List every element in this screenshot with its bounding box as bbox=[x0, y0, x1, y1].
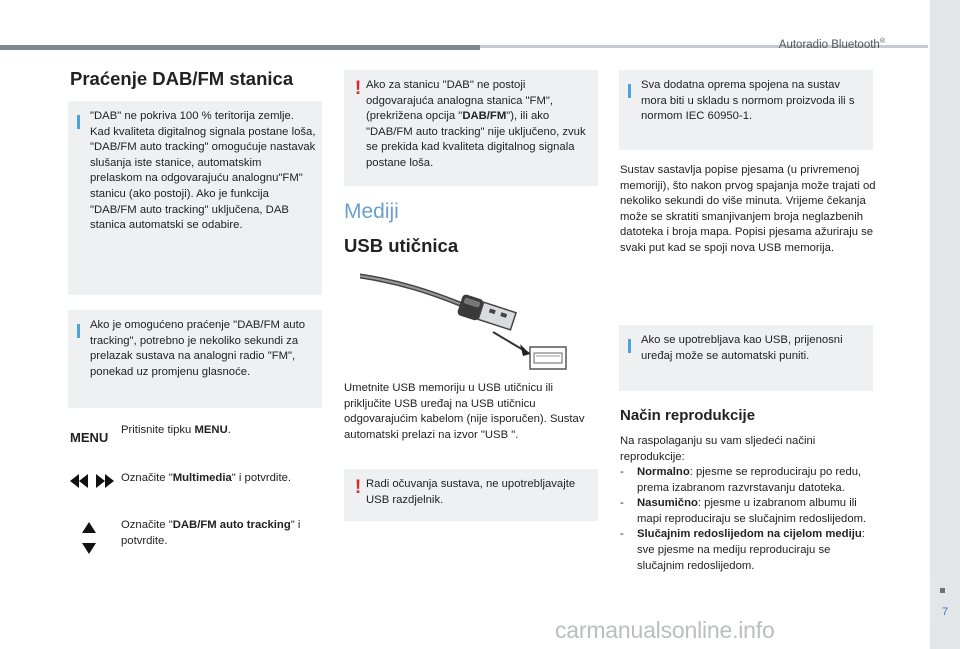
info-icon bbox=[628, 84, 631, 98]
left-right-arrows-icon bbox=[70, 474, 114, 488]
step-select-dab-fm-tracking: Označite "DAB/FM auto tracking" i potvrdite. bbox=[121, 519, 301, 547]
info-box-dab-coverage bbox=[68, 101, 322, 295]
warning-icon: ! bbox=[354, 477, 362, 498]
info-text: "DAB" ne pokriva 100 % teritorija zemlje. Kad kvaliteta digitalnog signala postane loša, "DAB/FM auto tracking" omogućuje nastavak slušanja iste stanice, automatskim prelaskom na odgovarajuću analognu"FM" stanicu (ako postoji). Ako je funkcija "DAB/FM auto tracking" uključena, DAB stanica automatski se odabire. bbox=[90, 110, 316, 232]
heading-usb-socket: USB utičnica bbox=[344, 235, 459, 256]
section-title-mediji: Mediji bbox=[344, 200, 399, 223]
info-text: Sva dodatna oprema spojena na sustav mora biti u skladu s normom proizvoda ili s normom IEC 60950-1. bbox=[641, 79, 855, 123]
warning-box-usb-hub bbox=[344, 469, 598, 521]
step-select-multimedia: Označite "Multimedia" i potvrdite. bbox=[121, 472, 291, 484]
info-box-iec-standard bbox=[619, 70, 873, 150]
playback-modes-list bbox=[620, 465, 874, 574]
page-side-strip bbox=[930, 0, 960, 649]
list-item: - Normalno: pjesme se reproduciraju po redu, prema izabranom razvrstavanju datoteka. bbox=[620, 465, 874, 496]
warning-box-no-fm bbox=[344, 70, 598, 186]
warning-icon: ! bbox=[354, 78, 362, 99]
step-press-menu: Pritisnite tipku MENU. bbox=[121, 424, 231, 436]
chapter-title: Autoradio Bluetooth® bbox=[778, 38, 885, 51]
usb-plug-illustration bbox=[360, 262, 575, 374]
info-text: Ako se upotrebljava kao USB, prijenosni uređaj može se automatski puniti. bbox=[641, 334, 843, 362]
info-icon bbox=[77, 115, 80, 129]
warning-text: Ako za stanicu "DAB" ne postoji odgovarajuća analogna stanica "FM", (prekrižena opcija "DAB/FM"), ili ako "DAB/FM auto tracking" nije uključeno, zvuk se prekida kad kvaliteta digitalnog signala postane loša. bbox=[366, 79, 586, 169]
page-number: 7 bbox=[941, 606, 949, 618]
playback-intro: Na raspolaganju su vam sljedeći načini reprodukcije: bbox=[620, 435, 816, 463]
heading-playback-mode: Način reprodukcije bbox=[620, 407, 756, 424]
list-item: - Nasumično: pjesme u izabranom albumu ili mapi reproduciraju se slučajnim redoslijedom. bbox=[620, 496, 874, 527]
up-down-arrows-icon bbox=[82, 522, 96, 554]
info-icon bbox=[628, 339, 631, 353]
playlist-paragraph: Sustav sastavlja popise pjesama (u privremenoj memoriji), što nakon prvog spajanja može trajati od nekoliko sekundi do više minuta. Vrijeme čekanja može se skratiti smanjivanjem broja neglazbenih datoteka i broja mapa. Popisi pjesama ažuriraju se svaki put kad se spoji nova USB memorija. bbox=[620, 164, 876, 254]
page-marker bbox=[940, 588, 945, 593]
usb-instructions: Umetnite USB memoriju u USB utičnicu ili priključite USB uređaj na USB utičnicu odgovarajućim kabelom (nije isporučen). Sustav automatski prelazi na izvor "USB ". bbox=[344, 382, 585, 441]
heading-dab-fm-tracking: Praćenje DAB/FM stanica bbox=[70, 68, 294, 89]
info-text: Ako je omogućeno praćenje "DAB/FM auto tracking", potrebno je nekoliko sekundi za prelazak sustava na analogni radio "FM", ponekad uz promjenu glasnoće. bbox=[90, 319, 305, 378]
menu-key-label: MENU bbox=[70, 430, 109, 445]
warning-text: Radi očuvanja sustava, ne upotrebljavajte USB razdjelnik. bbox=[366, 478, 576, 506]
info-icon bbox=[77, 324, 80, 338]
info-box-charging bbox=[619, 325, 873, 391]
watermark: carmanualsonline.info bbox=[555, 617, 775, 643]
header-rule bbox=[0, 45, 480, 50]
info-box-tracking-delay bbox=[68, 310, 322, 408]
list-item: - Slučajnim redoslijedom na cijelom mediju: sve pjesme na mediju reproduciraju se slučajnim redoslijedom. bbox=[620, 527, 874, 574]
